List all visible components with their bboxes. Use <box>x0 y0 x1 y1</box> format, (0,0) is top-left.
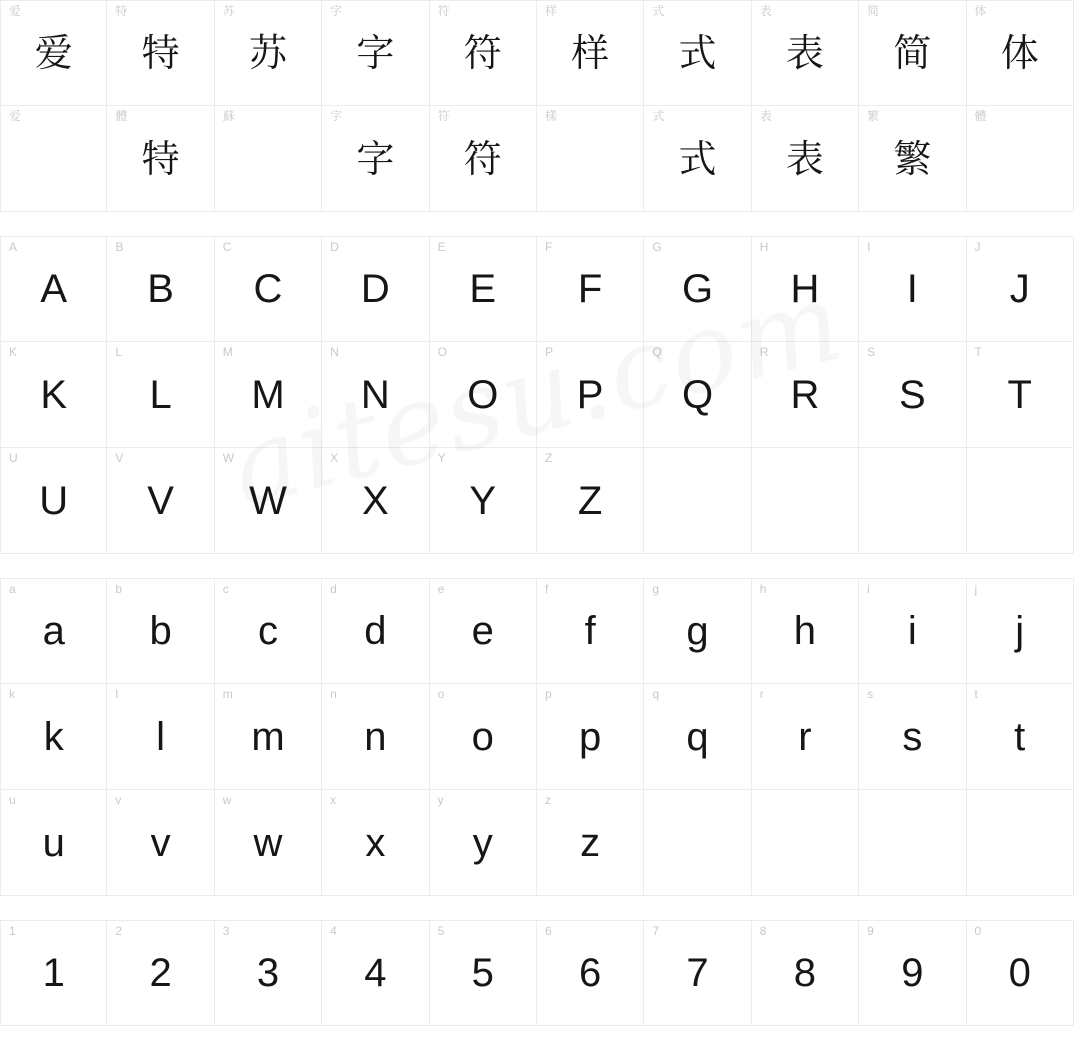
glyph-cell-character: 苏 <box>248 31 287 75</box>
glyph-cell[interactable] <box>752 790 859 896</box>
glyph-cell[interactable] <box>537 448 644 554</box>
glyph-cell-tag: R <box>759 345 769 359</box>
glyph-cell-tag: c <box>222 582 229 596</box>
block-spacer <box>0 212 1074 236</box>
glyph-cell[interactable] <box>430 448 537 554</box>
glyph-cell-character: g <box>686 609 709 653</box>
glyph-cell[interactable] <box>644 578 751 684</box>
glyph-cell-character: 特 <box>141 136 180 181</box>
glyph-cell-character: o <box>471 714 494 759</box>
glyph-cell-tag: 樣 <box>544 109 557 123</box>
glyph-cell-tag: S <box>867 345 876 359</box>
glyph-cell-character: M <box>251 372 285 417</box>
glyph-cell-tag: d <box>330 582 337 596</box>
glyph-cell[interactable] <box>967 684 1074 790</box>
glyph-cell[interactable] <box>537 236 644 342</box>
glyph-cell-character: 样 <box>571 31 610 75</box>
glyph-cell-tag: r <box>759 687 764 701</box>
glyph-cell-tag: O <box>437 345 447 359</box>
glyph-cell[interactable] <box>752 448 859 554</box>
glyph-cell[interactable] <box>644 448 751 554</box>
block-spacer <box>0 554 1074 578</box>
glyph-cell-character: J <box>1009 267 1030 311</box>
glyph-cell-character: S <box>898 372 926 417</box>
glyph-cell-character: z <box>580 820 601 865</box>
glyph-cell-character: K <box>40 372 68 417</box>
glyph-cell[interactable] <box>537 342 644 448</box>
glyph-cell[interactable] <box>107 790 214 896</box>
glyph-cell[interactable] <box>107 0 214 106</box>
glyph-cell[interactable] <box>322 342 429 448</box>
glyph-cell-tag: U <box>9 451 18 465</box>
glyph-cell-tag: L <box>115 345 123 359</box>
glyph-cell[interactable] <box>322 106 429 212</box>
glyph-cell[interactable] <box>0 920 107 1026</box>
glyph-cell-tag: F <box>544 240 553 254</box>
glyph-cell[interactable] <box>107 236 214 342</box>
glyph-cell[interactable] <box>322 684 429 790</box>
glyph-cell-character: h <box>793 609 817 653</box>
glyph-cell-character: s <box>902 714 923 759</box>
glyph-cell-character: N <box>360 372 390 417</box>
glyph-cell-character: p <box>579 714 602 759</box>
glyph-cell-tag: 式 <box>652 4 665 18</box>
glyph-cell-tag: 8 <box>759 924 767 938</box>
glyph-cell-character: I <box>906 267 918 311</box>
glyph-cell[interactable] <box>430 578 537 684</box>
glyph-cell-character: a <box>42 609 65 653</box>
glyph-cell[interactable] <box>0 0 107 106</box>
glyph-cell[interactable] <box>0 448 107 554</box>
glyph-cell-character: 表 <box>785 31 824 75</box>
glyph-cell[interactable] <box>215 106 322 212</box>
glyph-cell[interactable] <box>107 920 214 1026</box>
glyph-cell[interactable] <box>967 0 1074 106</box>
glyph-cell[interactable] <box>0 342 107 448</box>
glyph-cell[interactable] <box>537 790 644 896</box>
glyph-cell[interactable] <box>859 236 966 342</box>
glyph-cell[interactable] <box>644 790 751 896</box>
glyph-cell[interactable] <box>0 578 107 684</box>
glyph-grid <box>0 920 1074 1026</box>
glyph-cell-tag: 简 <box>867 4 880 18</box>
glyph-cell-tag: p <box>544 687 552 701</box>
glyph-cell-tag: 表 <box>759 4 772 18</box>
glyph-cell[interactable] <box>859 448 966 554</box>
glyph-cell-tag: 9 <box>867 924 874 938</box>
glyph-cell-character: 式 <box>678 136 717 181</box>
glyph-cell-tag: N <box>330 345 339 359</box>
glyph-cell[interactable] <box>644 236 751 342</box>
glyph-grid <box>0 0 1074 212</box>
glyph-cell-tag: 式 <box>652 109 665 123</box>
glyph-cell-character: 3 <box>256 951 280 995</box>
glyph-cell-character: n <box>364 714 387 759</box>
glyph-cell-character: 1 <box>42 951 65 995</box>
glyph-block-lowercase-latin <box>0 578 1074 896</box>
glyph-cell-tag: y <box>437 793 444 807</box>
glyph-cell[interactable] <box>0 684 107 790</box>
glyph-cell[interactable] <box>859 0 966 106</box>
glyph-cell-character: C <box>253 267 283 311</box>
glyph-cell-tag: 2 <box>115 924 123 938</box>
glyph-cell-tag: 繁 <box>867 109 880 123</box>
glyph-cell-character: 9 <box>901 951 924 995</box>
glyph-cell[interactable] <box>967 448 1074 554</box>
glyph-cell-tag: 爱 <box>9 109 22 123</box>
glyph-cell-character: 字 <box>356 31 395 75</box>
glyph-cell[interactable] <box>537 106 644 212</box>
glyph-cell[interactable] <box>644 920 751 1026</box>
glyph-cell[interactable] <box>752 236 859 342</box>
glyph-cell-character: 0 <box>1008 951 1031 995</box>
glyph-cell-tag: X <box>330 451 339 465</box>
glyph-cell-tag: D <box>330 240 339 254</box>
glyph-cell[interactable] <box>215 578 322 684</box>
glyph-cell-tag: C <box>222 240 232 254</box>
glyph-cell-tag: i <box>867 582 870 596</box>
glyph-cell[interactable] <box>859 342 966 448</box>
glyph-cell-tag: 爱 <box>9 4 22 18</box>
glyph-cell-character: L <box>149 372 172 417</box>
glyph-cell-tag: l <box>115 687 119 701</box>
glyph-cell-tag: 7 <box>652 924 660 938</box>
glyph-cell-character: t <box>1014 714 1026 759</box>
glyph-cell-character: Q <box>681 372 714 417</box>
glyph-cell-character: w <box>253 820 283 865</box>
glyph-cell[interactable] <box>859 106 966 212</box>
glyph-cell[interactable] <box>752 0 859 106</box>
glyph-cell[interactable] <box>752 106 859 212</box>
glyph-cell-tag: 特 <box>115 4 128 18</box>
glyph-cell[interactable] <box>322 790 429 896</box>
glyph-cell-tag: 蘇 <box>222 109 235 123</box>
glyph-cell-tag: v <box>115 793 122 807</box>
glyph-cell-character: 5 <box>471 951 494 995</box>
glyph-cell-tag: 0 <box>974 924 982 938</box>
glyph-cell[interactable] <box>644 342 751 448</box>
glyph-cell-character: O <box>467 372 499 417</box>
glyph-cell-tag: w <box>222 793 232 807</box>
glyph-cell-tag: 体 <box>974 4 987 18</box>
glyph-cell-tag: P <box>544 345 553 359</box>
glyph-cell[interactable] <box>107 342 214 448</box>
glyph-cell-character: B <box>147 267 174 311</box>
glyph-cell[interactable] <box>107 106 214 212</box>
glyph-cell[interactable] <box>430 342 537 448</box>
glyph-cell-character: R <box>790 372 820 417</box>
glyph-cell-character: 2 <box>149 951 172 995</box>
glyph-cell-character: l <box>156 714 166 759</box>
glyph-cell-character: e <box>471 609 494 653</box>
glyph-cell[interactable] <box>430 790 537 896</box>
glyph-cell-character: r <box>798 714 812 759</box>
glyph-cell-character: m <box>251 714 285 759</box>
glyph-cell-tag: m <box>222 687 233 701</box>
glyph-cell[interactable] <box>0 790 107 896</box>
glyph-cell-tag: 苏 <box>222 4 235 18</box>
glyph-cell-character: E <box>469 267 497 311</box>
glyph-cell[interactable] <box>537 920 644 1026</box>
glyph-cell-character: 符 <box>463 31 502 75</box>
glyph-cell[interactable] <box>322 920 429 1026</box>
glyph-cell[interactable] <box>644 684 751 790</box>
glyph-cell[interactable] <box>537 684 644 790</box>
glyph-cell-tag: u <box>9 793 16 807</box>
glyph-cell-character: 字 <box>356 136 395 181</box>
glyph-cell-tag: T <box>974 345 982 359</box>
glyph-cell-character: 繁 <box>893 136 932 181</box>
glyph-cell-tag: 體 <box>115 109 128 123</box>
glyph-grid <box>0 236 1074 554</box>
glyph-cell[interactable] <box>644 106 751 212</box>
glyph-cell-tag: 符 <box>437 109 450 123</box>
glyph-cell-tag: 6 <box>544 924 552 938</box>
glyph-cell[interactable] <box>322 448 429 554</box>
glyph-cell[interactable] <box>322 236 429 342</box>
glyph-cell[interactable] <box>859 790 966 896</box>
glyph-cell[interactable] <box>430 0 537 106</box>
glyph-cell-character: 特 <box>141 31 180 75</box>
glyph-cell-tag: n <box>330 687 337 701</box>
glyph-cell[interactable] <box>967 790 1074 896</box>
glyph-cell-tag: 样 <box>544 4 557 18</box>
glyph-cell-tag: 5 <box>437 924 445 938</box>
glyph-cell-tag: o <box>437 687 445 701</box>
glyph-cell-character: 爱 <box>34 31 73 75</box>
glyph-block-uppercase-latin <box>0 236 1074 554</box>
glyph-cell-tag: k <box>9 687 15 701</box>
glyph-cell-character: i <box>907 609 917 653</box>
glyph-cell-character: y <box>472 820 493 865</box>
glyph-cell[interactable] <box>0 106 107 212</box>
glyph-cell-tag: t <box>974 687 978 701</box>
glyph-cell-character: b <box>149 609 172 653</box>
glyph-cell-character: Y <box>469 478 497 523</box>
glyph-cell-tag: G <box>652 240 662 254</box>
glyph-cell-tag: 體 <box>974 109 987 123</box>
glyph-cell-tag: W <box>222 451 235 465</box>
glyph-cell-tag: 表 <box>759 109 772 123</box>
glyph-cell[interactable] <box>967 920 1074 1026</box>
glyph-cell-character: X <box>362 478 389 523</box>
glyph-cell-tag: b <box>115 582 123 596</box>
glyph-cell[interactable] <box>430 920 537 1026</box>
glyph-cell-tag: Y <box>437 451 446 465</box>
glyph-cell-tag: 字 <box>330 4 343 18</box>
glyph-cell-character: 体 <box>1000 31 1039 75</box>
glyph-cell-character: W <box>249 478 287 523</box>
glyph-cell[interactable] <box>107 578 214 684</box>
glyph-cell-tag: I <box>867 240 871 254</box>
glyph-cell-tag: 3 <box>222 924 230 938</box>
glyph-cell[interactable] <box>215 342 322 448</box>
glyph-cell-tag: K <box>9 345 18 359</box>
glyph-cell[interactable] <box>215 0 322 106</box>
glyph-cell[interactable] <box>967 578 1074 684</box>
glyph-cell-character: T <box>1007 372 1032 417</box>
glyph-cell-tag: B <box>115 240 124 254</box>
glyph-cell-character: f <box>584 609 596 653</box>
glyph-cell-tag: j <box>974 582 978 596</box>
glyph-cell-tag: f <box>544 582 549 596</box>
glyph-cell-tag: H <box>759 240 769 254</box>
glyph-cell[interactable] <box>752 684 859 790</box>
glyph-cell-tag: Q <box>652 345 662 359</box>
glyph-cell[interactable] <box>752 920 859 1026</box>
glyph-cell-character: H <box>790 267 820 311</box>
glyph-cell[interactable] <box>430 236 537 342</box>
glyph-cell-character: k <box>43 714 64 759</box>
glyph-cell-tag: e <box>437 582 445 596</box>
glyph-cell[interactable] <box>859 578 966 684</box>
glyph-cell[interactable] <box>215 448 322 554</box>
glyph-cell-character: j <box>1015 609 1025 653</box>
glyph-cell-tag: J <box>974 240 981 254</box>
glyph-cell[interactable] <box>430 684 537 790</box>
glyph-cell-tag: 4 <box>330 924 337 938</box>
glyph-cell[interactable] <box>967 236 1074 342</box>
glyph-cell-tag: M <box>222 345 233 359</box>
glyph-cell-character: F <box>577 267 603 311</box>
glyph-cell-tag: Z <box>544 451 553 465</box>
glyph-cell[interactable] <box>215 236 322 342</box>
glyph-cell-character: 符 <box>463 136 502 181</box>
glyph-cell-character: G <box>681 267 714 311</box>
glyph-cell-character: Z <box>577 478 603 523</box>
glyph-cell[interactable] <box>430 106 537 212</box>
glyph-cell-character: q <box>686 714 709 759</box>
glyph-cell-character: 式 <box>678 31 717 75</box>
block-spacer <box>0 896 1074 920</box>
glyph-cell-character: v <box>150 820 171 865</box>
glyph-cell-character: 简 <box>893 31 932 75</box>
glyph-cell-tag: A <box>9 240 18 254</box>
glyph-cell-character: 4 <box>364 951 387 995</box>
glyph-cell[interactable] <box>0 236 107 342</box>
glyph-cell-character: 6 <box>579 951 602 995</box>
glyph-cell-character: c <box>257 609 278 653</box>
glyph-cell-character: P <box>576 372 604 417</box>
glyph-cell-tag: E <box>437 240 446 254</box>
glyph-cell-character: 7 <box>686 951 709 995</box>
glyph-cell[interactable] <box>859 684 966 790</box>
glyph-cell-character: u <box>42 820 65 865</box>
glyph-cell-tag: 符 <box>437 4 450 18</box>
glyph-cell[interactable] <box>107 684 214 790</box>
glyph-cell[interactable] <box>537 578 644 684</box>
glyph-cell-character: V <box>147 478 174 523</box>
glyph-cell[interactable] <box>859 920 966 1026</box>
glyph-cell[interactable] <box>322 0 429 106</box>
glyph-cell-tag: q <box>652 687 660 701</box>
glyph-grid <box>0 578 1074 896</box>
glyph-cell[interactable] <box>215 920 322 1026</box>
glyph-cell-tag: s <box>867 687 874 701</box>
glyph-cell-character: d <box>364 609 387 653</box>
glyph-cell[interactable] <box>644 0 751 106</box>
glyph-cell-character: A <box>40 267 68 311</box>
glyph-cell-tag: 字 <box>330 109 343 123</box>
glyph-cell-character: x <box>365 820 386 865</box>
glyph-cell[interactable] <box>752 578 859 684</box>
glyph-cell[interactable] <box>537 0 644 106</box>
glyph-cell-tag: z <box>544 793 551 807</box>
glyph-cell[interactable] <box>967 106 1074 212</box>
glyph-cell-tag: x <box>330 793 337 807</box>
glyph-cell[interactable] <box>215 684 322 790</box>
glyph-cell[interactable] <box>215 790 322 896</box>
glyph-cell-tag: 1 <box>9 924 16 938</box>
glyph-cell-tag: h <box>759 582 767 596</box>
glyph-cell-character: 8 <box>793 951 817 995</box>
glyph-cell[interactable] <box>967 342 1074 448</box>
glyph-cell[interactable] <box>107 448 214 554</box>
glyph-cell-tag: g <box>652 582 660 596</box>
glyph-block-digits <box>0 920 1074 1026</box>
glyph-cell-tag: V <box>115 451 124 465</box>
glyph-cell[interactable] <box>322 578 429 684</box>
glyph-cell-tag: a <box>9 582 16 596</box>
glyph-cell-character: D <box>360 267 390 311</box>
glyph-cell-character: U <box>39 478 69 523</box>
glyph-cell-character: 表 <box>785 136 824 181</box>
glyph-block-cjk-simplified-traditional <box>0 0 1074 212</box>
glyph-cell[interactable] <box>752 342 859 448</box>
